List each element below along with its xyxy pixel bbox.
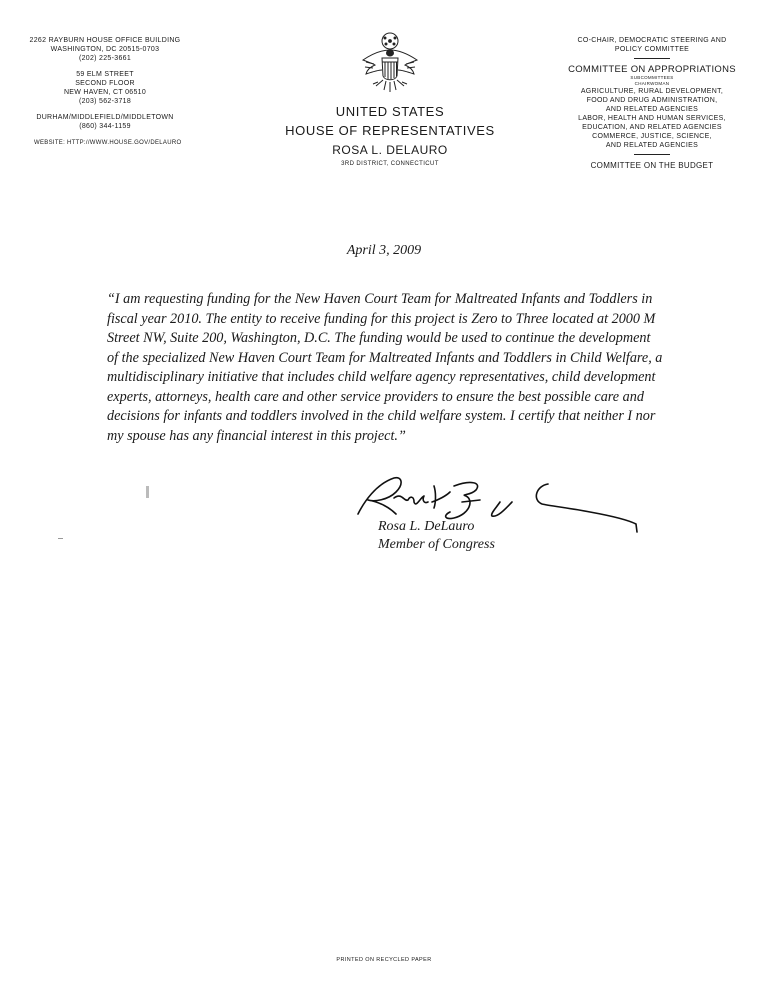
scan-mark (146, 486, 149, 498)
dc-office-address (10, 36, 200, 63)
letter-body: “I am requesting funding for the New Haven Court Team for Maltreated Infants and Toddlers in fiscal year 2010. The entity to receive funding for this project is Zero to Three located at 2000 M Street NW, Suite 200, Washington, D.C. The funding would be used to continue the development of the specialized New Haven Court Team for Maltreated Infants and Toddlers in Child Welfare, a multidisciplinary initiative that includes child welfare agency representatives, child development experts, attorneys, health care and other service providers to ensure the best possible care and decisions for infants and toddlers involved in the child welfare system. I certify that neither I nor my spouse has any financial interest in this project.” (107, 291, 663, 444)
signer-name: Rosa L. DeLauro (378, 519, 475, 534)
address-line: WASHINGTON, DC 20515-0703 (50, 46, 160, 53)
budget-committee: COMMITTEE ON THE BUDGET (590, 161, 714, 170)
subcommittee (562, 114, 742, 132)
subcommittee-line: COMMERCE, JUSTICE, SCIENCE, (592, 133, 712, 140)
subcommittee-line: LABOR, HEALTH AND HUMAN SERVICES, (578, 115, 726, 122)
committee-assignments (562, 36, 742, 170)
new-haven-office-address (10, 70, 200, 106)
member-name: ROSA L. DELAURO (332, 143, 448, 157)
appropriations-committee: COMMITTEE ON APPROPRIATIONS (568, 64, 736, 75)
cochair-line: CO-CHAIR, DEMOCRATIC STEERING AND (577, 37, 727, 44)
subcommittee-line: EDUCATION, AND RELATED AGENCIES (582, 124, 722, 131)
recycled-paper-note: PRINTED ON RECYCLED PAPER (336, 957, 432, 963)
signature-block (378, 518, 495, 554)
signer-title: Member of Congress (378, 537, 495, 552)
office-addresses (10, 36, 200, 138)
phone-number: (203) 562-3718 (78, 98, 132, 105)
subcommittee (562, 87, 742, 114)
scan-mark (58, 538, 63, 539)
subcommittee-line: FOOD AND DRUG ADMINISTRATION, (586, 97, 718, 104)
subcommittee-line: AGRICULTURE, RURAL DEVELOPMENT, (580, 88, 724, 95)
subcommittees-label: SUBCOMMITTEES (630, 75, 674, 80)
chamber-line-1: UNITED STATES (335, 104, 445, 119)
chamber-line-2: HOUSE OF REPRESENTATIVES (285, 123, 495, 138)
chairwoman-label: CHAIRWOMAN (634, 81, 670, 86)
divider (634, 154, 670, 155)
subcommittee-line: AND RELATED AGENCIES (605, 142, 699, 149)
durham-office-address (10, 113, 200, 131)
address-line: NEW HAVEN, CT 06510 (63, 89, 147, 96)
divider (634, 58, 670, 59)
address-line: DURHAM/MIDDLEFIELD/MIDDLETOWN (36, 114, 174, 121)
address-line: 2262 RAYBURN HOUSE OFFICE BUILDING (29, 37, 181, 44)
website-url: WEBSITE: HTTP://WWW.HOUSE.GOV/DELAURO (34, 140, 182, 146)
phone-number: (202) 225-3661 (78, 55, 132, 62)
address-line: SECOND FLOOR (75, 80, 135, 87)
district: 3RD DISTRICT, CONNECTICUT (341, 161, 439, 167)
subcommittee-line: AND RELATED AGENCIES (605, 106, 699, 113)
phone-number: (860) 344-1159 (79, 123, 131, 130)
cochair-line: POLICY COMMITTEE (614, 46, 690, 53)
address-line: 59 ELM STREET (76, 71, 134, 78)
great-seal-eagle-icon (360, 30, 420, 98)
subcommittee (562, 132, 742, 150)
letterhead-center (280, 30, 500, 167)
letter-date: April 3, 2009 (346, 243, 422, 258)
